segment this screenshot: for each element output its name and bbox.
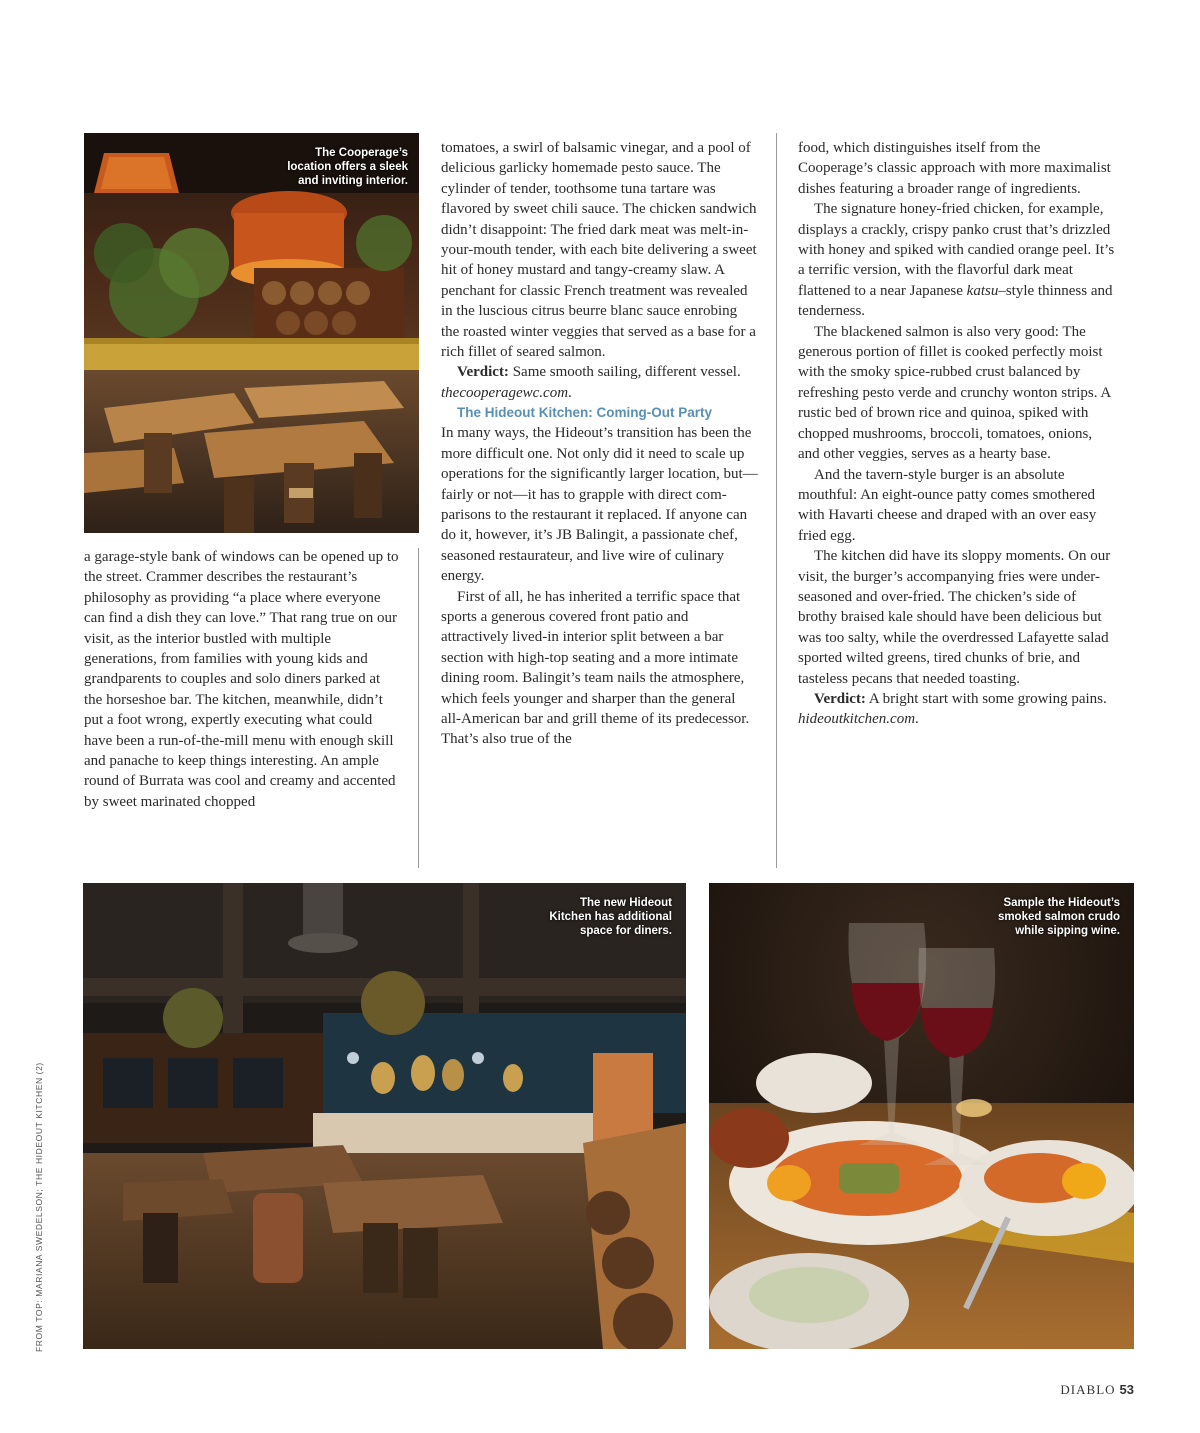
body-paragraph: a garage-style bank of windows can be opened up to the street. Crammer describes the restaurant’s philosophy as providing “a place where everyone can find a dish they can love.” That rang true on our visit, as the interior bustled with multiple generations, from families with young kids and grandparents to couples and solo diners parked at the horseshoe bar. The kitchen, meanwhile, didn’t put a foot wrong, expertly executing what could have been a run-of-the-mill menu with enough skill and panache to keep things interesting. An ample round of Burrata was cool and creamy and accented by sweet marinated chopped	[84, 549, 399, 810]
photo-credit: FROM TOP: MARIANA SWEDELSON; THE HIDEOUT KITCHEN (2)	[34, 1062, 44, 1352]
page-folio	[1060, 1382, 1134, 1398]
body-paragraph: food, which distinguishes itself from the Cooperage’s classic approach with more maximalist dishes featuring a broader range of ingredients.	[798, 140, 1111, 197]
body-paragraph: And the tavern-style burger is an absolute mouthful: An eight-ounce patty comes smothered with Havarti cheese and draped with an over easy fried egg.	[798, 466, 1097, 544]
page-number: 53	[1119, 1382, 1134, 1397]
column-divider	[776, 133, 777, 868]
verdict-end: .	[915, 711, 919, 728]
verdict-label: Verdict:	[457, 364, 509, 381]
magazine-name: DIABLO	[1060, 1382, 1116, 1397]
text-run: –style thinness and tenderness.	[798, 282, 1113, 320]
verdict-text: Same smooth sailing, different vessel.	[508, 364, 741, 381]
cooperage-interior-photo	[84, 133, 419, 533]
section-subhead: The Hideout Kitchen: Coming-Out Party	[457, 405, 712, 421]
caption-line: smoked salmon crudo	[997, 911, 1120, 923]
caption-line: Sample the Hideout’s	[1003, 897, 1120, 909]
caption-line: location offers a sleek	[287, 161, 408, 173]
caption-line: Kitchen has additional	[549, 911, 672, 923]
verdict-paragraph	[441, 362, 759, 403]
body-paragraph: The kitchen did have its sloppy moments. On our visit, the burger’s accompanying fries were under-seasoned and over-fried. The chicken’s side of brothy braised kale should have been delicious but was too salty, while the overdressed Lafayette salad sported wilted greens, tired chunks of brie, and tasteless pecans that needed toasting.	[798, 548, 1111, 687]
italic-term: katsu	[966, 282, 999, 299]
caption-line: space for diners.	[579, 925, 672, 937]
hideout-dining-photo-caption	[470, 896, 672, 938]
caption-line: The Cooperage’s	[315, 147, 408, 159]
body-paragraph: In many ways, the Hideout’s transition has been the more difficult one. Not only did it need to scale up operations for the significantly larger location, but—fairly or not—it has to grapple with direct comparisons to the restaurant it replaced. If anyone can do it, however, it’s JB Balingit, a passionate chef, seasoned restaurateur, and live wire of culinary energy.	[441, 425, 758, 585]
article-column-3	[798, 138, 1116, 730]
article-column-2	[441, 138, 759, 750]
website-link[interactable]: hideoutkitchen.com	[798, 711, 916, 728]
body-paragraph	[798, 199, 1116, 321]
verdict-end: .	[568, 384, 572, 401]
caption-line: The new Hideout	[580, 897, 672, 909]
body-paragraph: First of all, he has inherited a terrific space that sports a generous covered front patio and attractively lived-in interior split between a bar section with high-top seating and a more intimate dining room. Balingit’s team nails the atmosphere, which feels younger and sharper than the general all-American bar and grill theme of its predecessor. That’s also true of the	[441, 588, 750, 748]
article-column-1	[84, 547, 402, 812]
salmon-crudo-photo-caption	[930, 896, 1120, 938]
salmon-crudo-wine-photo	[709, 883, 1134, 1349]
column-divider	[418, 548, 419, 868]
verdict-text: A bright start with some growing pains.	[865, 690, 1107, 707]
website-link[interactable]: thecooperagewc.com	[441, 384, 569, 401]
caption-line: while sipping wine.	[1015, 925, 1120, 937]
verdict-label: Verdict:	[814, 690, 866, 707]
cooperage-photo-caption	[220, 146, 408, 188]
body-paragraph: The blackened salmon is also very good: The generous portion of fillet is cooked perfectly moist with the smoky spice-rubbed crust balanced by refreshing pesto verde and crunchy wonton strips. A rustic bed of brown rice and quinoa, spiked with chopped mushrooms, broccoli, tomatoes, onions, and other veggies, serves as a hearty base.	[798, 323, 1111, 463]
verdict-paragraph	[798, 689, 1116, 730]
text-run: The signature honey-fried chicken, for example, displays a crackly, crispy panko crust that’s drizzled with honey and spiked with candied orange peel. It’s a terrific version, with the flavorful dark meat flattened to a near Japanese	[798, 201, 1115, 299]
caption-line: and inviting interior.	[298, 175, 408, 187]
body-paragraph: tomatoes, a swirl of balsamic vinegar, and a pool of delicious garlicky homemade pesto sauce. The cylinder of tender, toothsome tuna tartare was flavored by sweet chili sauce. The chicken sandwich didn’t disappoint: The fried dark meat was melt-in-your-mouth tender, with each bite delivering a sweet hit of honey mustard and tangy-creamy slaw. A penchant for classic French treatment was revealed in the luscious citrus beurre blanc sauce enrobing the roasted winter veggies that served as a base for a rich fillet of seared salmon.	[441, 140, 757, 361]
hideout-dining-room-photo	[83, 883, 686, 1349]
